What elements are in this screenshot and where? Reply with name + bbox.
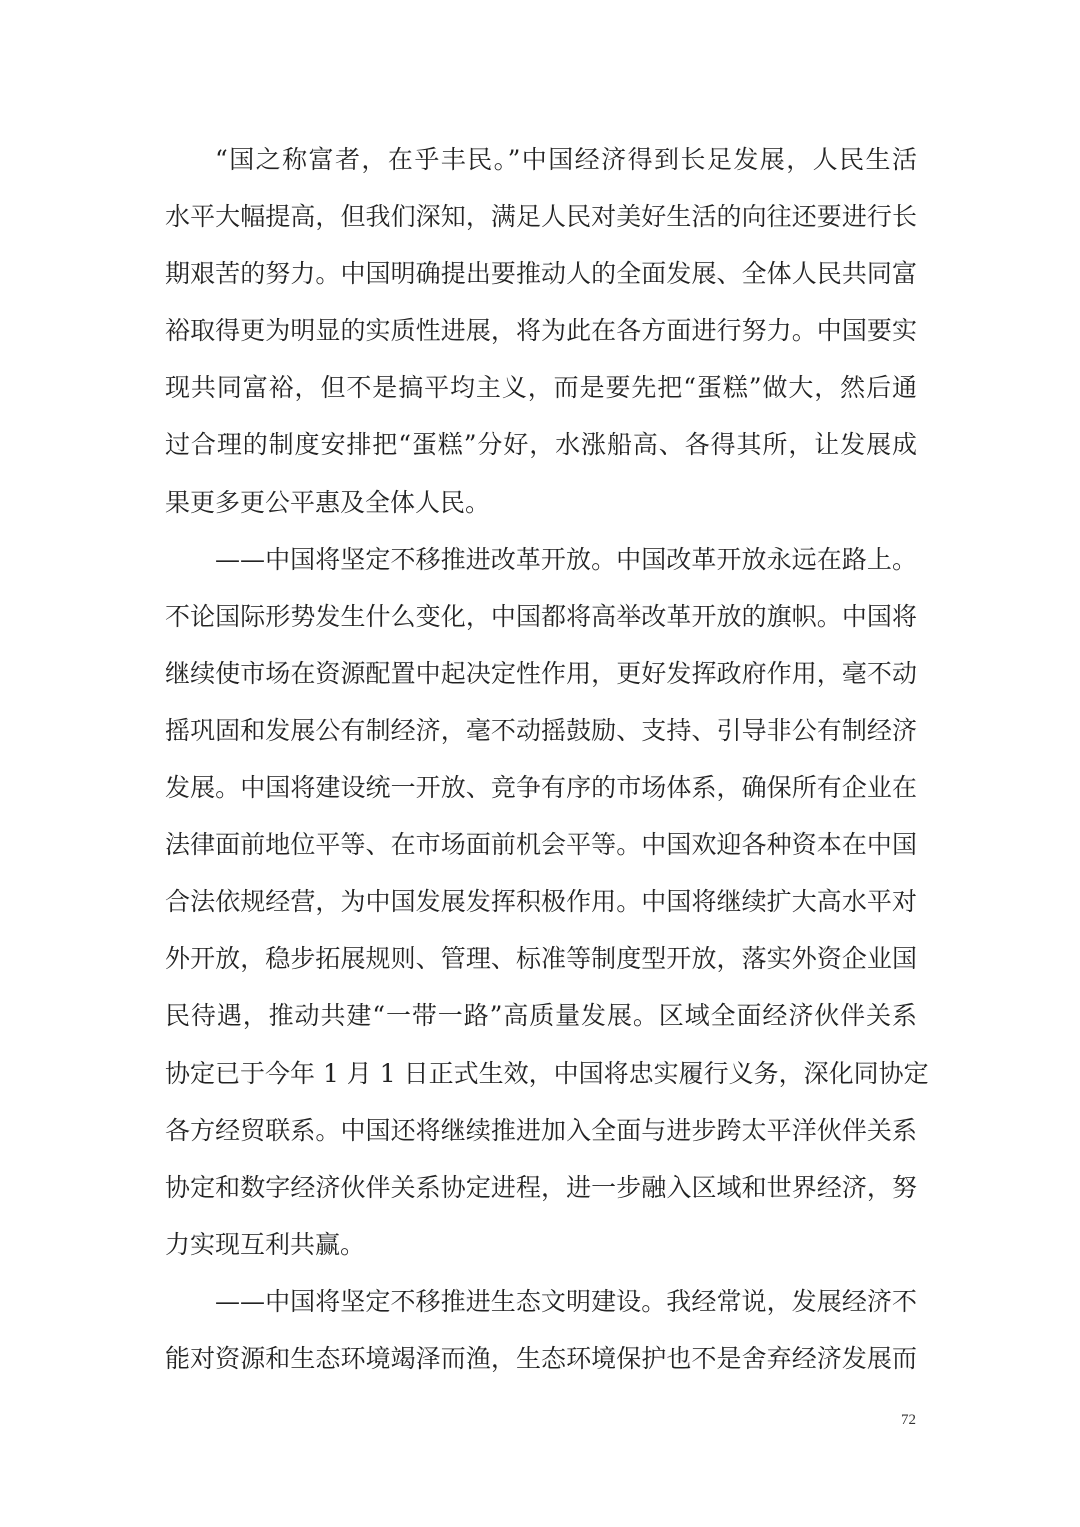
- text-line: 期艰苦的努力。中国明确提出要推动人的全面发展、全体人民共同富: [165, 259, 917, 289]
- text-line: 协定已于今年 1 月 1 日正式生效，中国将忠实履行义务，深化同协定: [165, 1058, 929, 1088]
- text-line: 现共同富裕，但不是搞平均主义，而是要先把“蛋糕”做大，然后通: [165, 373, 917, 403]
- text-line: 合法依规经营，为中国发展发挥积极作用。中国将继续扩大高水平对: [165, 887, 917, 917]
- text-line: 水平大幅提高，但我们深知，满足人民对美好生活的向往还要进行长: [165, 202, 917, 232]
- text-line: 外开放，稳步拓展规则、管理、标准等制度型开放，落实外资企业国: [165, 944, 917, 974]
- text-line: 各方经贸联系。中国还将继续推进加入全面与进步跨太平洋伙伴关系: [165, 1115, 917, 1145]
- text-line: ——中国将坚定不移推进生态文明建设。我经常说，发展经济不: [215, 1286, 917, 1316]
- body-text: [165, 131, 929, 1387]
- text-line: 继续使市场在资源配置中起决定性作用，更好发挥政府作用，毫不动: [165, 658, 917, 688]
- text-line: 发展。中国将建设统一开放、竞争有序的市场体系，确保所有企业在: [165, 773, 917, 803]
- text-line: ——中国将坚定不移推进改革开放。中国改革开放永远在路上。: [215, 544, 917, 574]
- text-line: 摇巩固和发展公有制经济，毫不动摇鼓励、支持、引导非公有制经济: [165, 715, 917, 745]
- text-line: 协定和数字经济伙伴关系协定进程，进一步融入区域和世界经济，努: [165, 1172, 917, 1202]
- text-line: “国之称富者，在乎丰民。”中国经济得到长足发展，人民生活: [215, 145, 917, 174]
- text-line: 裕取得更为明显的实质性进展，将为此在各方面进行努力。中国要实: [165, 316, 917, 346]
- text-line: 力实现互利共赢。: [165, 1229, 366, 1259]
- text-line: 法律面前地位平等、在市场面前机会平等。中国欢迎各种资本在中国: [165, 830, 917, 860]
- text-line: 能对资源和生态环境竭泽而渔，生态环境保护也不是舍弃经济发展而: [165, 1343, 917, 1373]
- page-number: 72: [901, 1412, 916, 1428]
- text-line: 果更多更公平惠及全体人民。: [165, 487, 491, 517]
- text-line: 民待遇，推动共建“一带一路”高质量发展。区域全面经济伙伴关系: [165, 1001, 917, 1031]
- text-line: 不论国际形势发生什么变化，中国都将高举改革开放的旗帜。中国将: [165, 601, 917, 631]
- text-line: 过合理的制度安排把“蛋糕”分好，水涨船高、各得其所，让发展成: [165, 430, 917, 460]
